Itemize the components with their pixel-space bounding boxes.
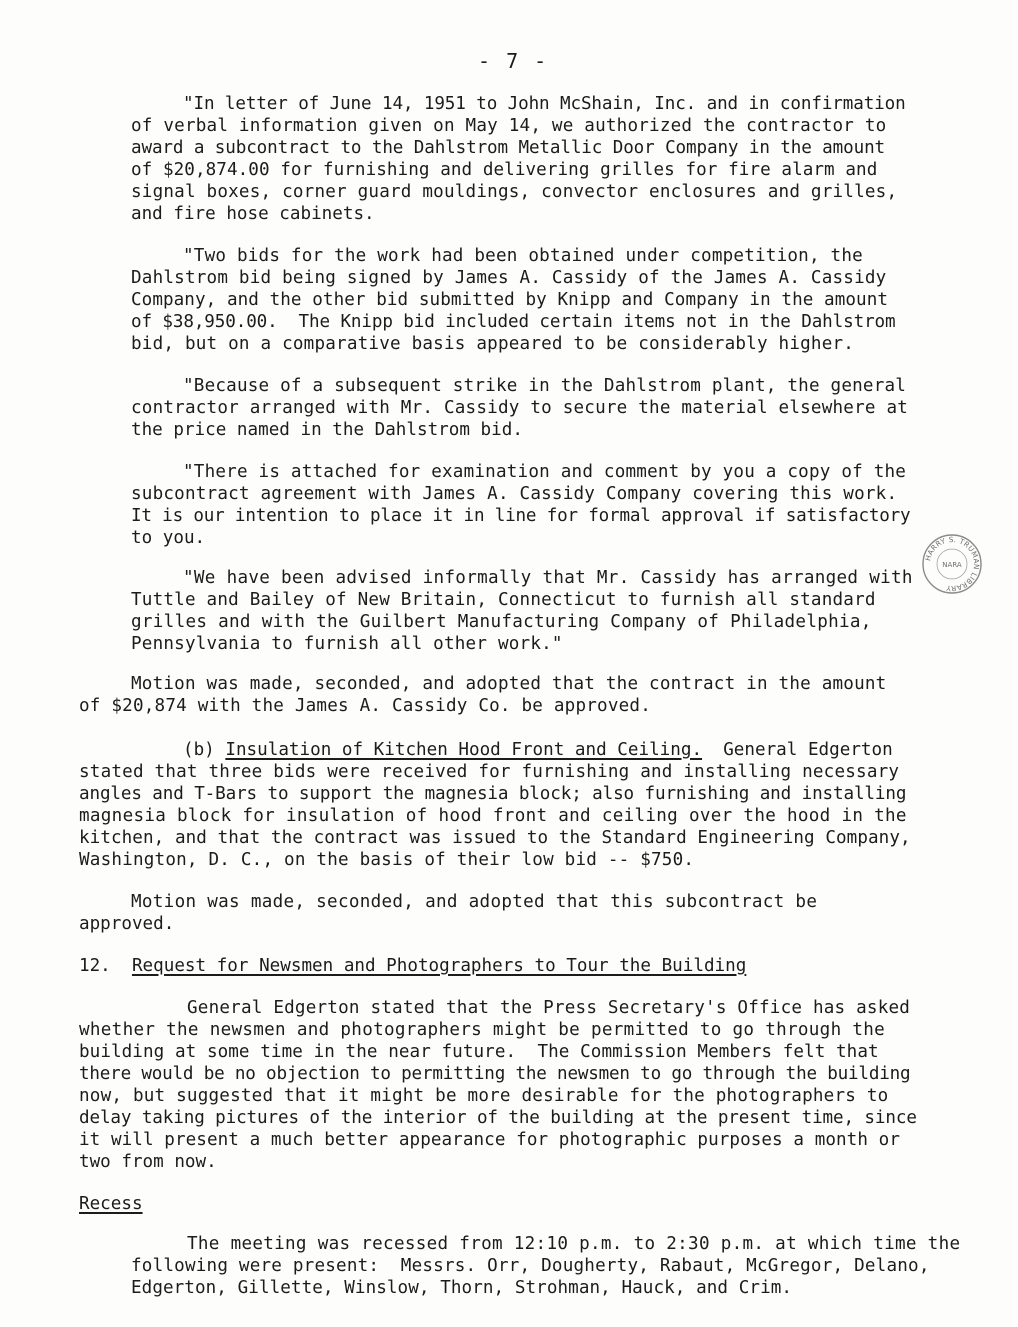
text-line: of verbal information given on May 14, we authorized the contractor to <box>131 116 887 136</box>
text-line: Motion was made, seconded, and adopted that this subcontract be <box>131 892 818 912</box>
text-line: Tuttle and Bailey of New Britain, Connecticut to furnish all standard <box>131 590 876 610</box>
text-line: Motion was made, seconded, and adopted that the contract in the amount <box>131 674 887 694</box>
section-12-heading <box>79 955 746 977</box>
page-number: - 7 - <box>478 49 549 73</box>
text-line: grilles and with the Guilbert Manufacturing Company of Philadelphia, <box>131 612 872 632</box>
text-line: and fire hose cabinets. <box>131 204 375 224</box>
stamp-center-text: NARA <box>942 561 962 569</box>
text-line: the price named in the Dahlstrom bid. <box>131 420 523 440</box>
text-line: contractor arranged with Mr. Cassidy to secure the material elsewhere at <box>131 398 909 418</box>
text-line: angles and T-Bars to support the magnesia block; also furnishing and installing <box>79 784 907 804</box>
text-line: now, but suggested that it might be more desirable for the photographers to <box>79 1086 889 1106</box>
item-b-first-line <box>183 739 893 761</box>
text-line: subcontract agreement with James A. Cassidy Company covering this work. <box>131 484 898 504</box>
section-12-title: Request for Newsmen and Photographers to Tour the Building <box>131 956 747 976</box>
text-line: Edgerton, Gillette, Winslow, Thorn, Strohman, Hauck, and Crim. <box>131 1278 793 1298</box>
text-line: Company, and the other bid submitted by Knipp and Company in the amount <box>131 290 889 310</box>
text-line: bid, but on a comparative basis appeared to be considerably higher. <box>131 334 855 354</box>
text-line: kitchen, and that the contract was issued to the Standard Engineering Company, <box>79 828 911 848</box>
section-12-number: 12. <box>79 956 111 976</box>
library-stamp <box>921 533 983 595</box>
text-line: of $20,874.00 for furnishing and delivering grilles for fire alarm and <box>131 160 878 180</box>
text-line: Dahlstrom bid being signed by James A. Cassidy of the James A. Cassidy <box>131 268 887 288</box>
text-line: "Two bids for the work had been obtained under competition, the <box>183 246 863 266</box>
text-line: "In letter of June 14, 1951 to John McShain, Inc. and in confirmation <box>183 94 906 114</box>
item-b-prefix: (b) <box>183 740 226 760</box>
text-line: The meeting was recessed from 12:10 p.m. to 2:30 p.m. at which time the <box>187 1234 961 1254</box>
text-line: whether the newsmen and photographers might be permitted to go through the <box>79 1020 886 1040</box>
item-b-first-line-rest: General Edgerton <box>702 740 893 760</box>
text-line: of $20,874 with the James A. Cassidy Co. be approved. <box>79 696 651 716</box>
text-line: it will present a much better appearance for photographic purposes a month or <box>79 1130 900 1150</box>
item-b-title: Insulation of Kitchen Hood Front and Ceiling. <box>225 740 703 760</box>
text-line: magnesia block for insulation of hood front and ceiling over the hood in the <box>79 806 907 826</box>
text-line: "There is attached for examination and comment by you a copy of the <box>183 462 907 482</box>
text-line: Washington, D. C., on the basis of their low bid -- $750. <box>79 850 695 870</box>
text-line: approved. <box>79 914 175 934</box>
text-line: there would be no objection to permitting the newsmen to go through the building <box>79 1064 911 1084</box>
text-line: stated that three bids were received for furnishing and installing necessary <box>79 762 900 782</box>
text-line: building at some time in the near future. The Commission Members felt that <box>79 1042 879 1062</box>
text-line: award a subcontract to the Dahlstrom Metallic Door Company in the amount <box>131 138 886 158</box>
text-line: to you. <box>131 528 206 548</box>
text-line: of $38,950.00. The Knipp bid included certain items not in the Dahlstrom <box>131 312 896 332</box>
text-line: General Edgerton stated that the Press Secretary's Office has asked <box>187 998 911 1018</box>
text-line: delay taking pictures of the interior of the building at the present time, since <box>79 1108 917 1128</box>
text-line: Pennsylvania to furnish all other work." <box>131 634 563 654</box>
recess-heading: Recess <box>79 1194 143 1214</box>
text-line: "We have been advised informally that Mr. Cassidy has arranged with <box>183 568 913 588</box>
text-line: two from now. <box>79 1152 217 1172</box>
stamp-ring-text: HARRY S. TRUMAN LIBRARY <box>923 534 982 594</box>
text-line: following were present: Messrs. Orr, Dougherty, Rabaut, McGregor, Delano, <box>131 1256 930 1276</box>
text-line: "Because of a subsequent strike in the Dahlstrom plant, the general <box>183 376 907 396</box>
text-line: signal boxes, corner guard mouldings, convector enclosures and grilles, <box>131 182 898 202</box>
text-line: It is our intention to place it in line for formal approval if satisfactory <box>131 506 911 526</box>
